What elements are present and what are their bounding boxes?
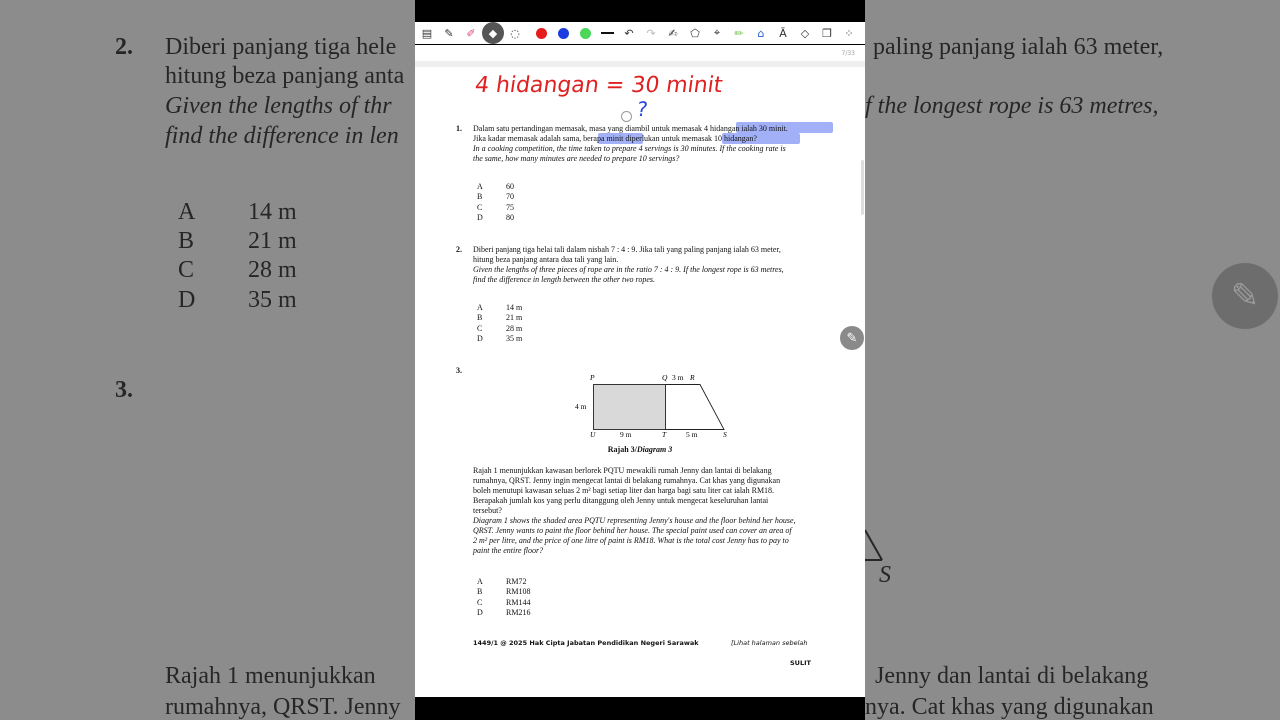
option-d[interactable]: D 35 m <box>477 333 523 343</box>
lasso-icon[interactable]: ◌ <box>510 26 520 40</box>
bg-text-line: paling panjang ialah 63 meter, <box>873 34 1164 60</box>
shape-fill-icon[interactable]: ⬠ <box>690 26 700 40</box>
shapes-icon[interactable]: ◇ <box>800 26 810 40</box>
bg-question-number: 3. <box>115 377 133 403</box>
bg-text-line: Given the lengths of thr <box>165 93 392 119</box>
question-3-options <box>477 577 530 618</box>
stamp-icon[interactable]: ⌂ <box>757 26 765 40</box>
label-s: S <box>723 430 727 439</box>
question-malay-line: Jika kadar memasak adalah sama, berapa minit diperlukan untuk memasak 10 hidangan? <box>473 134 757 143</box>
blue-color-swatch[interactable] <box>552 22 574 44</box>
label-r: R <box>690 373 695 382</box>
question-english-line: Diagram 1 shows the shaded area PQTU representing Jenny's house and the floor behind her house, <box>473 516 796 525</box>
question-malay-line: rumahnya, QRST. Jenny ingin mengecat lantai di belakang rumahnya. Cat khas yang digunakan <box>473 476 781 485</box>
copy-icon[interactable]: ❐ <box>822 26 832 40</box>
question-malay-line: tersebut? <box>473 506 502 515</box>
option-c[interactable]: C RM144 <box>477 597 531 607</box>
shape-icon[interactable]: ⌖ <box>713 26 721 39</box>
option-b[interactable]: B 21 m <box>477 313 523 323</box>
option-a[interactable]: A RM72 <box>477 577 527 586</box>
green-color-swatch[interactable] <box>574 22 596 44</box>
label-t: T <box>662 430 667 439</box>
question-malay-line: Dalam satu pertandingan memasak, masa yang diambil untuk memasak 4 hidangan ialah 30 minit. <box>473 124 788 133</box>
option-b[interactable]: B RM108 <box>477 587 531 597</box>
question-malay-line: Rajah 1 menunjukkan kawasan berlorek PQTU mewakili rumah Jenny dan lantai di belakang <box>473 466 772 475</box>
option-a[interactable]: A 60 <box>477 182 514 191</box>
label-ut: 9 m <box>620 430 632 439</box>
bg-diagram-label: S <box>879 562 891 588</box>
annotation-toolbar <box>415 22 865 44</box>
bg-option-letter: D <box>178 287 196 313</box>
diagram-caption: Rajah 3/Diagram 3 <box>607 445 673 454</box>
page-number: 7/33 <box>841 50 855 57</box>
bg-option-value: 21 m <box>248 228 297 254</box>
bg-option-letter: C <box>178 257 195 283</box>
question-number: 1. <box>456 124 462 133</box>
grid-icon[interactable]: ⁘ <box>844 26 854 40</box>
question-2-text <box>473 245 835 285</box>
option-d[interactable]: D 80 <box>477 212 514 222</box>
eraser-icon[interactable]: ◆ <box>482 22 504 44</box>
bg-option-letter: B <box>178 228 195 254</box>
label-u: U <box>590 430 596 439</box>
question-malay-line: boleh menutupi kawasan seluas 2 m² bagi setiap liter dan harga bagi satu liter cat ialah RM18. <box>473 486 775 495</box>
option-b[interactable]: B 70 <box>477 192 514 202</box>
bg-pen-fab-icon: ✎ <box>1212 263 1278 329</box>
footer-copyright: 1449/1 @ 2025 Hak Cipta Jabatan Pendidikan Negeri Sarawak <box>473 639 699 647</box>
highlighter-icon[interactable]: ✐ <box>466 26 476 40</box>
option-d[interactable]: D RM216 <box>477 607 531 617</box>
label-qr: 3 m <box>672 373 684 382</box>
question-malay-line: Diberi panjang tiga helai tali dalam nisbah 7 : 4 : 9. Jika tali yang paling panjang ialah 63 meter, <box>473 245 781 254</box>
bg-text-line: Rajah 1 menunjukkan <box>165 663 376 689</box>
bg-text-line: nya. Cat khas yang digunakan <box>865 694 1154 720</box>
line-width-icon[interactable] <box>596 22 618 44</box>
question-english-line: QRST. Jenny wants to paint the floor behind her house. The special paint used can cover an area of <box>473 526 792 535</box>
question-english-line: In a cooking competition, the time taken to prepare 4 servings is 30 minutes. If the cooking rate is <box>473 144 786 153</box>
label-ts: 5 m <box>686 430 698 439</box>
question-number: 2. <box>456 245 462 254</box>
label-q: Q <box>662 373 668 382</box>
question-malay-line: Berapakah jumlah kos yang perlu ditanggung oleh Jenny untuk mengecat keseluruhan lantai <box>473 496 769 505</box>
option-c[interactable]: C 28 m <box>477 323 523 333</box>
bg-option-value: 35 m <box>248 287 297 313</box>
footer-next-page: [Lihat halaman sebelah <box>731 639 808 647</box>
bg-text-line: Jenny dan lantai di belakang <box>875 663 1149 689</box>
background-left <box>0 0 415 720</box>
text-icon[interactable]: Ā <box>779 26 787 40</box>
pen-fab-icon[interactable]: ✎ <box>840 326 864 350</box>
bg-option-letter: A <box>178 199 196 225</box>
label-pu: 4 m <box>575 402 587 411</box>
question-1-options <box>477 182 514 223</box>
footer-sulit: SULIT <box>790 659 811 667</box>
question-number: 3. <box>456 366 462 375</box>
red-color-swatch[interactable] <box>530 22 552 44</box>
question-1-text <box>473 124 833 164</box>
bg-option-value: 28 m <box>248 257 297 283</box>
question-english-line: find the difference in length between the other two ropes. <box>473 275 656 284</box>
redo-icon[interactable]: ↷ <box>646 26 656 40</box>
shape-pen-icon[interactable]: ✍ <box>668 26 678 40</box>
bg-question-number: 2. <box>115 34 133 60</box>
cursor-circle-icon <box>621 111 632 122</box>
option-a[interactable]: A 14 m <box>477 303 523 312</box>
background-right <box>865 0 1280 720</box>
bg-text-line: rumahnya, QRST. Jenny <box>165 694 401 720</box>
bg-option-value: 14 m <box>248 199 297 225</box>
question-malay-line: hitung beza panjang antara dua tali yang lain. <box>473 255 619 264</box>
pen-icon[interactable]: ✎ <box>444 26 454 40</box>
question-english-line: paint the entire floor? <box>473 546 544 555</box>
question-english-line: the same, how many minutes are needed to prepare 10 servings? <box>473 154 680 163</box>
floor-area <box>666 385 725 430</box>
phone-screen <box>415 0 865 720</box>
bg-diagram-edge <box>865 520 895 565</box>
label-p: P <box>590 373 595 382</box>
question-3-text <box>473 466 835 556</box>
bg-text-line: hitung beza panjang anta <box>165 63 405 89</box>
shaded-house-area <box>594 385 666 430</box>
undo-icon[interactable]: ↶ <box>624 26 634 40</box>
document-page <box>415 45 865 697</box>
bg-text-line: f the longest rope is 63 metres, <box>865 93 1159 119</box>
question-english-line: Given the lengths of three pieces of rope are in the ratio 7 : 4 : 9. If the longest rope is 63 metres, <box>473 265 784 274</box>
marker-icon[interactable]: ✏ <box>734 26 744 40</box>
diagram-3 <box>570 370 740 445</box>
bg-text-line: Diberi panjang tiga hele <box>165 34 397 60</box>
option-c[interactable]: C 75 <box>477 202 514 212</box>
question-english-line: 2 m² per litre, and the price of one litre of paint is RM18. What is the total cost Jenny has to pay to <box>473 536 789 545</box>
handwritten-note: 4 hidangan = 30 minit <box>473 73 725 98</box>
page-scrollbar[interactable] <box>861 160 864 215</box>
handwritten-question-mark: ? <box>635 97 650 121</box>
question-2-options <box>477 303 522 344</box>
bg-text-line: find the difference in len <box>165 123 399 149</box>
page-top-band <box>415 61 865 67</box>
page-icon[interactable]: ▤ <box>421 26 433 40</box>
